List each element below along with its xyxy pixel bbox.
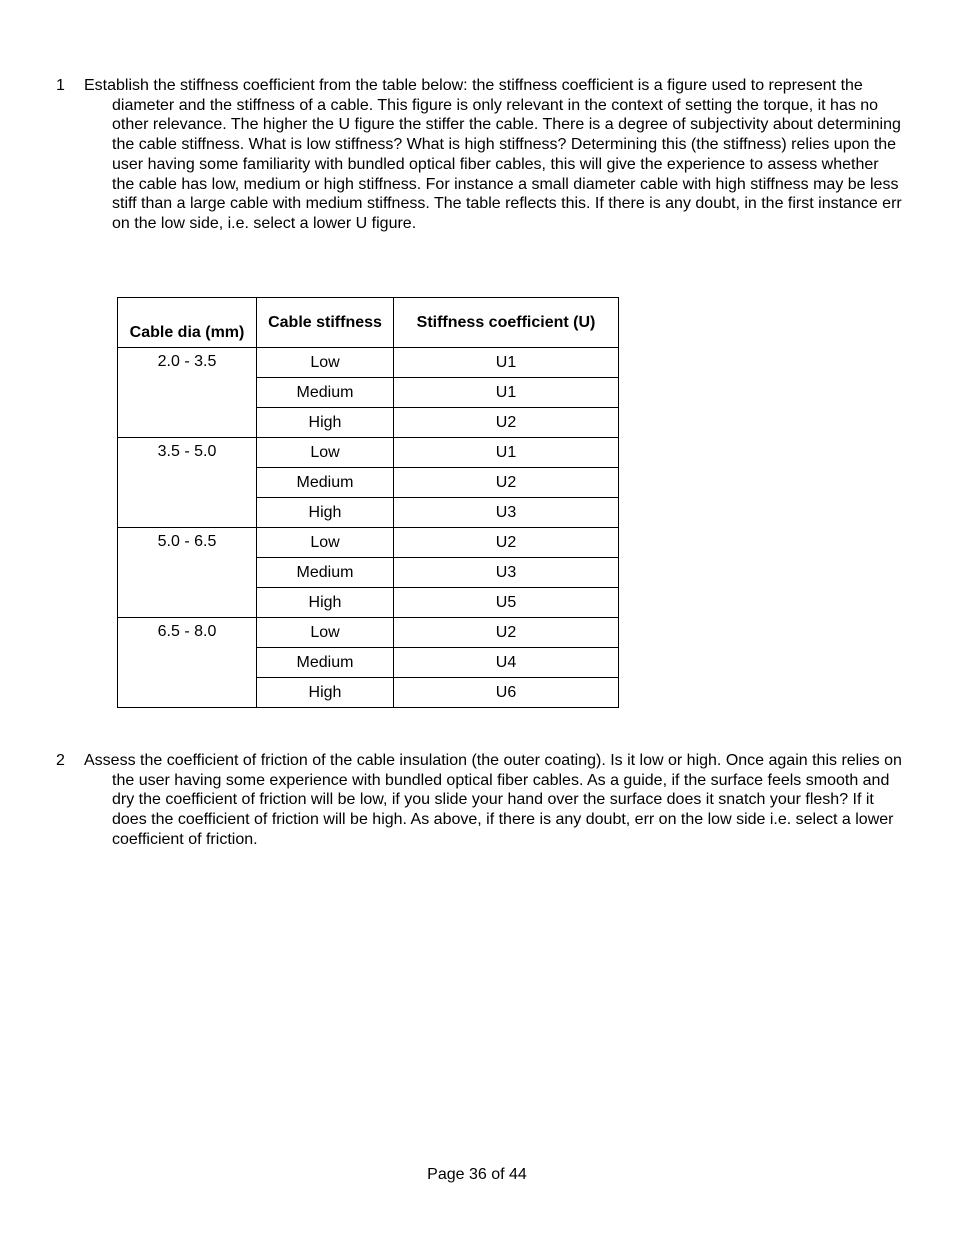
stiffness-cell: Low	[257, 618, 394, 648]
coefficient-cell: U3	[394, 558, 619, 588]
stiffness-cell: High	[257, 498, 394, 528]
stiffness-cell: High	[257, 678, 394, 708]
stiffness-cell: Medium	[257, 378, 394, 408]
header-stiffness-coefficient: Stiffness coefficient (U)	[394, 298, 619, 348]
coefficient-cell: U2	[394, 468, 619, 498]
coefficient-cell: U1	[394, 438, 619, 468]
instruction-number: 1	[56, 77, 65, 94]
stiffness-cell: Low	[257, 348, 394, 378]
table-header-row	[118, 298, 619, 348]
stiffness-cell: Medium	[257, 468, 394, 498]
instruction-item-1	[56, 76, 904, 234]
table-row	[118, 618, 619, 648]
stiffness-cell: Medium	[257, 558, 394, 588]
stiffness-cell: High	[257, 408, 394, 438]
coefficient-cell: U4	[394, 648, 619, 678]
table-row	[118, 438, 619, 468]
instruction-text: Establish the stiffness coefficient from the table below: the stiffness coefficient is a figure used to represent the diameter and the stiffness of a cable. This figure is only relevant in the context of setting the torque, it has no other relevance. The higher the U figure the stiffer the cable. There is a degree of subjectivity about determining the cable stiffness. What is low stiffness? What is high stiffness? Determining this (the stiffness) relies upon the user having some familiarity with bundled optical fiber cables, this will give the experience to assess whether the cable has low, medium or high stiffness. For instance a small diameter cable with high stiffness may be less stiff than a large cable with medium stiffness. The table reflects this. If there is any doubt, in the first instance err on the low side, i.e. select a lower U figure.	[84, 77, 902, 232]
coefficient-cell: U5	[394, 588, 619, 618]
cable-dia-cell: 2.0 - 3.5	[118, 348, 257, 438]
stiffness-cell: Low	[257, 528, 394, 558]
coefficient-cell: U1	[394, 378, 619, 408]
coefficient-cell: U6	[394, 678, 619, 708]
table-row	[118, 348, 619, 378]
cable-dia-cell: 6.5 - 8.0	[118, 618, 257, 708]
page-number: Page 36 of 44	[427, 1166, 527, 1183]
header-cable-stiffness: Cable stiffness	[257, 298, 394, 348]
stiffness-table	[117, 297, 619, 708]
coefficient-cell: U1	[394, 348, 619, 378]
cable-dia-cell: 3.5 - 5.0	[118, 438, 257, 528]
stiffness-cell: Medium	[257, 648, 394, 678]
coefficient-cell: U2	[394, 528, 619, 558]
header-cable-dia: Cable dia (mm)	[118, 298, 257, 348]
table-row	[118, 528, 619, 558]
stiffness-cell: Low	[257, 438, 394, 468]
instruction-item-2	[56, 751, 904, 850]
coefficient-cell: U3	[394, 498, 619, 528]
coefficient-cell: U2	[394, 408, 619, 438]
instruction-text: Assess the coefficient of friction of the cable insulation (the outer coating). Is it low or high. Once again this relies on the user having some experience with bundled optical fiber cables. As a guide, if the surface feels smooth and dry the coefficient of friction will be low, if you slide your hand over the surface does it snatch your flesh? If it does the coefficient of friction will be high. As above, if there is any doubt, err on the low side i.e. select a lower coefficient of friction.	[84, 752, 902, 848]
instruction-number: 2	[56, 752, 65, 769]
coefficient-cell: U2	[394, 618, 619, 648]
cable-dia-cell: 5.0 - 6.5	[118, 528, 257, 618]
stiffness-cell: High	[257, 588, 394, 618]
